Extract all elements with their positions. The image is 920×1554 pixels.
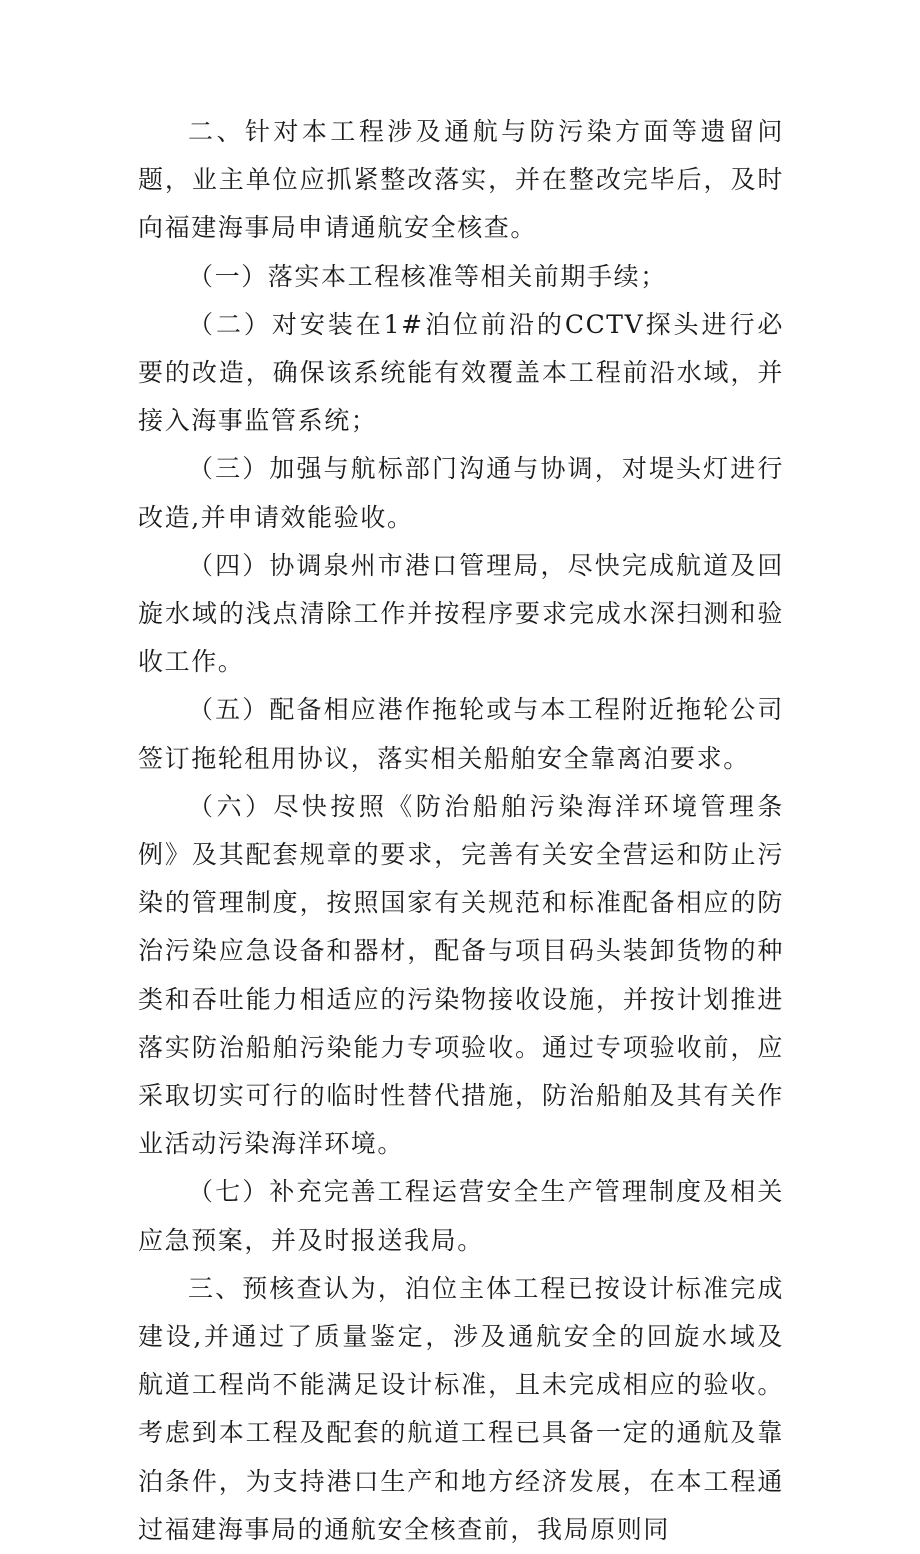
paragraph-section-three: 三、预核查认为，泊位主体工程已按设计标准完成建设,并通过了质量鉴定，涉及通航安全的回旋水域及航道工程尚不能满足设计标准，且未完成相应的验收。考虑到本工程及配套的航道工程已具备一定的通航及靠泊条件，为支持港口生产和地方经济发展，在本工程通过福建海事局的通航安全核查前，我局原则同 (138, 1273, 784, 1544)
paragraph-item-6: （六）尽快按照《防治船舶污染海洋环境管理条例》及其配套规章的要求，完善有关安全营运和防止污染的管理制度，按照国家有关规范和标准配备相应的防治污染应急设备和器材，配备与项目码头装卸货物的种类和吞吐能力相适应的污染物接收设施，并按计划推进落实防治船舶污染能力专项验收。通过专项验收前，应采取切实可行的临时性替代措施，防治船舶及其有关作业活动污染海洋环境。 (138, 791, 784, 1159)
paragraph-section-two: 二、针对本工程涉及通航与防污染方面等遗留问题，业主单位应抓紧整改落实，并在整改完毕后，及时向福建海事局申请通航安全核查。 (138, 117, 784, 243)
paragraph-item-3: （三）加强与航标部门沟通与协调，对堤头灯进行改造,并申请效能验收。 (138, 454, 784, 532)
paragraph-item-1: （一）落实本工程核准等相关前期手续； (188, 261, 667, 291)
paragraph-item-5: （五）配备相应港作拖轮或与本工程附近拖轮公司签订拖轮租用协议，落实相关船舶安全靠离泊要求。 (138, 695, 784, 773)
paragraph-item-7: （七）补充完善工程运营安全生产管理制度及相关应急预案，并及时报送我局。 (138, 1177, 784, 1255)
paragraph-item-4: （四）协调泉州市港口管理局，尽快完成航道及回旋水域的浅点清除工作并按程序要求完成水深扫测和验收工作。 (138, 550, 784, 677)
paragraph-item-2: （二）对安装在1#泊位前沿的CCTV探头进行必要的改造，确保该系统能有效覆盖本工程前沿水域，并接入海事监管系统； (138, 309, 784, 436)
document-body (138, 108, 784, 1554)
